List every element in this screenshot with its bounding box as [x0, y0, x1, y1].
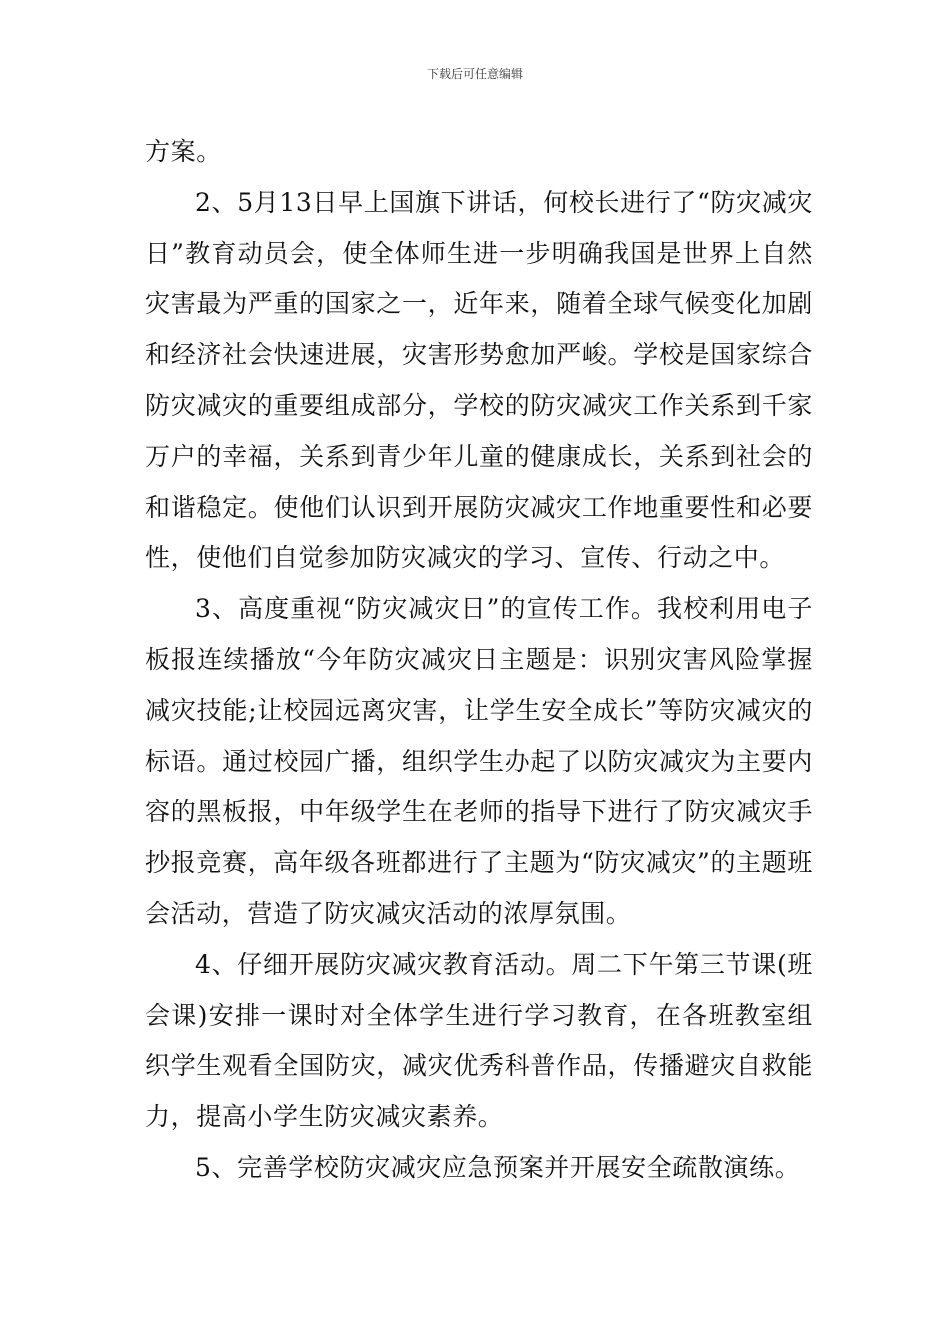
paragraph-item-2: 2、5月13日早上国旗下讲话，何校长进行了“防灾减灾日”教育动员会，使全体师生进一步明确我国是世界上自然灾害最为严重的国家之一，近年来，随着全球气候变化加剧和经济社会快速进展，灾害形势愈加严峻。学校是国家综合防灾减灾的重要组成部分，学校的防灾减灾工作关系到千家万户的幸福，关系到青少年儿童的健康成长，关系到社会的和谐稳定。使他们认识到开展防灾减灾工作地重要性和必要性，使他们自觉参加防灾减灾的学习、宣传、行动之中。 — [145, 187, 813, 573]
document-body — [145, 127, 813, 1194]
page-header: 下载后可任意编辑 — [426, 67, 523, 81]
paragraph-continuation: 方案。 — [145, 137, 222, 166]
paragraph-item-5: 5、完善学校防灾减灾应急预案并开展安全疏散演练。 — [195, 1152, 801, 1182]
paragraph-item-3: 3、高度重视“防灾减灾日”的宣传工作。我校利用电子板报连续播放“今年防灾减灾日主题是：识别灾害风险掌握减灾技能;让校园远离灾害，让学生安全成长”等防灾减灾的标语。通过校园广播，组织学生办起了以防灾减灾为主要内容的黑板报，中年级学生在老师的指导下进行了防灾减灾手抄报竞赛，高年级各班都进行了主题为“防灾减灾”的主题班会活动，营造了防灾减灾活动的浓厚氛围。 — [145, 594, 813, 928]
paragraph-item-4: 4、仔细开展防灾减灾教育活动。周二下午第三节课(班会课)安排一课时对全体学生进行学习教育，在各班教室组织学生观看全国防灾，减灾优秀科普作品，传播避灾自救能力，提高小学生防灾减灾素养。 — [145, 949, 813, 1132]
